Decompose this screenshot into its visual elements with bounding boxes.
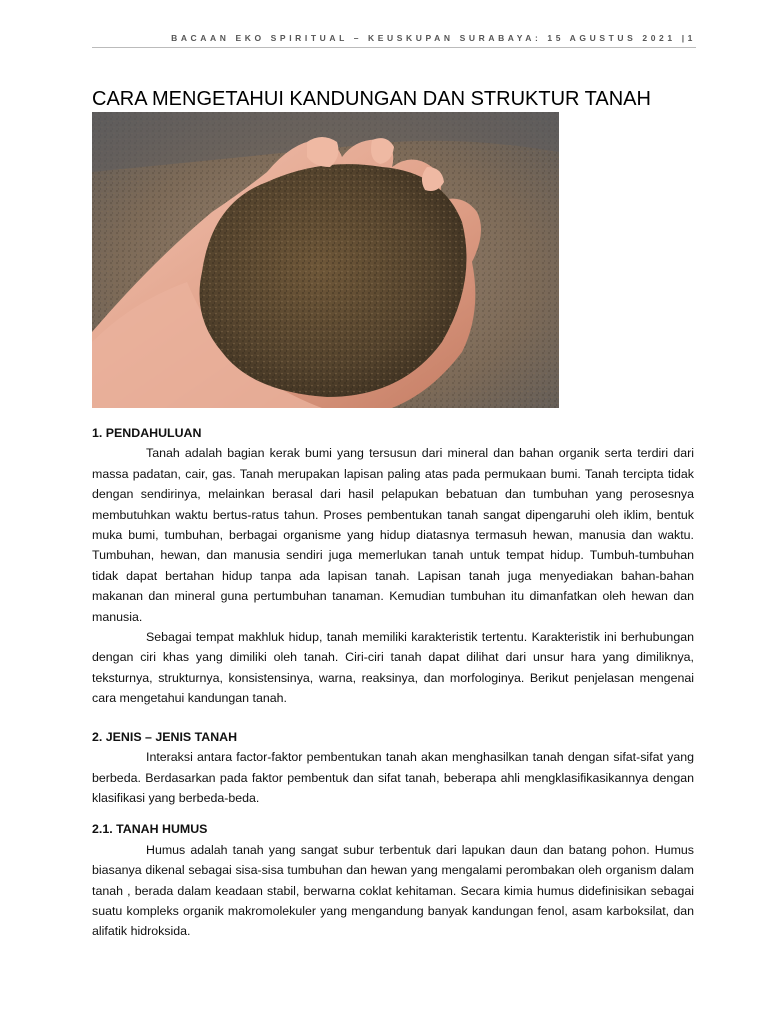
running-header — [92, 33, 696, 43]
header-rule — [92, 47, 696, 48]
document-title: CARA MENGETAHUI KANDUNGAN DAN STRUKTUR TANAH — [92, 88, 651, 110]
spacer — [92, 808, 694, 819]
section-heading-jenis-tanah: 2. JENIS – JENIS TANAH — [92, 729, 238, 744]
paragraph: Sebagai tempat makhluk hidup, tanah memiliki karakteristik tertentu. Karakteristik ini berhubungan dengan ciri khas yang dimiliki oleh tanah. Ciri-ciri tanah dapat dilihat dari unsur hara yang dimiliknya, teksturnya, strukturnya, konsistensinya, warna, reaksinya, dan morfologinya. Berikut penjelasan mengenai cara mengetahui kandungan tanah. — [92, 630, 694, 706]
running-head-text: BACAAN EKO SPIRITUAL – KEUSKUPAN SURABAYA: 15 AGUSTUS 2021 — [171, 33, 676, 43]
header-separator: | — [681, 33, 688, 43]
page-number: 1 — [687, 33, 696, 43]
paragraph: Tanah adalah bagian kerak bumi yang tersusun dari mineral dan bahan organik serta terdiri dari massa padatan, cair, gas. Tanah merupakan lapisan paling atas pada permukaan bumi. Tanah tercipta tidak dengan sendirinya, melainkan berasal dari hasil pelapukan bebatuan dan tumbuhan yang perosesnya membutuhkan waktu bertus-ratus tahun. Proses pembentukan tanah sangat dipengaruhi oleh iklim, bentuk muka bumi, tumbuhan, berbagai organisme yang hidup diatasnya termasuh hewan, manusia dan waktu. Tumbuhan, hewan, dan manusia sendiri juga memerlukan tanah untuk tempat hidup. Tumbuh-tumbuhan tidak dapat bertahan hidup tanpa ada lapisan tanah. Lapisan tanah juga menyediakan bahan-bahan makanan dan mineral guna pertumbuhan tanaman. Kemudian tumbuhan itu dimanfatkan oleh hewan dan manusia. — [92, 446, 694, 624]
soil-in-hand-photo — [92, 112, 559, 408]
spacer — [92, 709, 694, 727]
section-heading-tanah-humus: 2.1. TANAH HUMUS — [92, 822, 208, 837]
document-body — [92, 423, 694, 942]
soil-photo-illustration — [92, 112, 559, 408]
section-heading-pendahuluan: 1. PENDAHULUAN — [92, 426, 202, 440]
paragraph: Interaksi antara factor-faktor pembentukan tanah akan menghasilkan tanah dengan sifat-sifat yang berbeda. Berdasarkan pada faktor pembentuk dan sifat tanah, beberapa ahli mengklasifikasikannya dengan klasifikasi yang berbeda-beda. — [92, 750, 694, 805]
paragraph: Humus adalah tanah yang sangat subur terbentuk dari lapukan daun dan batang pohon. Humus biasanya dikenal sebagai sisa-sisa tumbuhan dan hewan yang mengalami perombakan oleh organism dalam tanah , berada dalam keadaan stabil, berwarna coklat kehitaman. Secara kimia humus didefinisikan sebagai suatu kompleks organik makromolekuler yang mengandung banyak kandungan fenol, asam karboksilat, dan alifatik hidroksida. — [92, 842, 694, 939]
